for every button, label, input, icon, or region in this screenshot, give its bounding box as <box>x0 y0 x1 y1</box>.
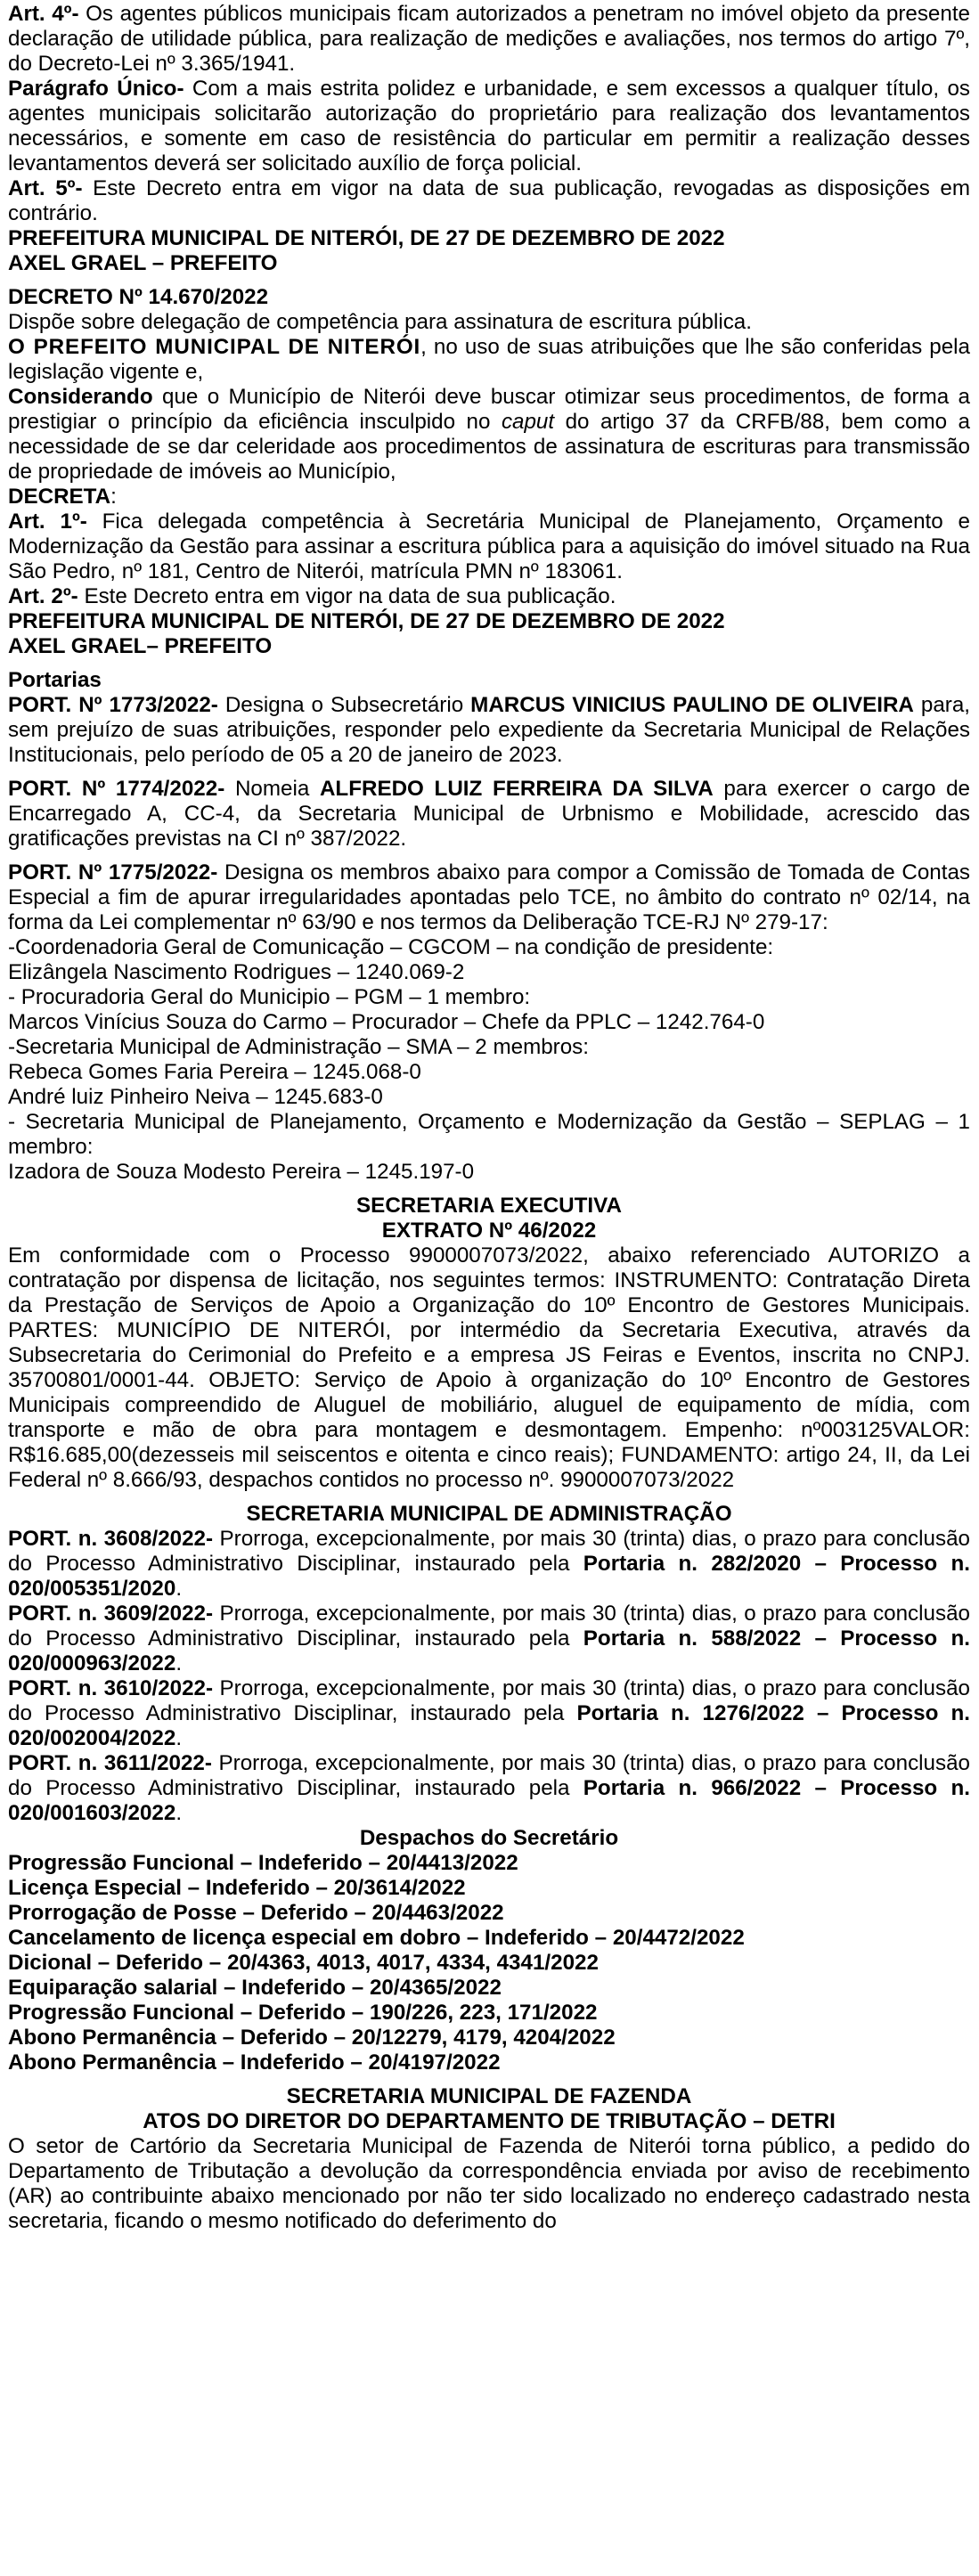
article-label: Art. 5º- <box>8 176 83 200</box>
signature-line: PREFEITURA MUNICIPAL DE NITERÓI, DE 27 DE DEZEMBRO DE 2022 <box>8 226 725 250</box>
signature-line: PREFEITURA MUNICIPAL DE NITERÓI, DE 27 DE DEZEMBRO DE 2022 <box>8 609 725 633</box>
preamble-authority: O PREFEITO MUNICIPAL DE NITERÓI <box>8 335 421 359</box>
portaria-1775 <box>8 860 970 935</box>
decree-considerando <box>8 385 970 485</box>
despacho-item: Prorrogação de Posse – Deferido – 20/4463/2022 <box>8 1901 504 1925</box>
art5-paragraph <box>8 176 970 226</box>
extrato-title: EXTRATO Nº 46/2022 <box>381 1219 597 1243</box>
portaria-reference: Portaria n. 588/2022 – Processo n. 020/000963/2022 <box>8 1626 970 1675</box>
extrato-text: Em conformidade com o Processo 9900007073/2022, abaixo referenciado AUTORIZO a contratação por dispensa de licitação, nos seguintes termos: INSTRUMENTO: Contratação Direta da Prestação de Serviços de Apoio a Organização do 10º Encontro de Gestores Municipais. PARTES: MUNICÍPIO DE NITERÓI, por intermédio da Secretaria Executiva, através da Subsecretaria do Cerimonial do Prefeito e a empresa JS Feiras e Eventos, inscrita no CNPJ. 35700801/0001-44. OBJETO: Serviço de Apoio à organização do 10º Encontro de Gestores Municipais compreendido de Aluguel de mobiliário, aluguel de equipamento de mídia, com transporte e mão de obra para montagem e desmontagem. Empenho: nº003125VALOR: R$16.685,00(dezesseis mil seiscentos e oitenta e cinco reais); FUNDAMENTO: artigo 24, II, da Lei Federal nº 8.666/93, despachos contidos no processo nº. 9900007073/2022 <box>8 1243 970 1492</box>
art4-paragraph <box>8 2 970 77</box>
portaria-label: PORT. Nº 1775/2022- <box>8 860 218 884</box>
portarias-heading: Portarias <box>8 668 102 692</box>
article-label: Art. 1º- <box>8 509 87 534</box>
portaria-text: Nomeia <box>224 777 320 801</box>
decree-art1 <box>8 509 970 584</box>
member-line: Izadora de Souza Modesto Pereira – 1245.197-0 <box>8 1160 475 1184</box>
portaria-1773 <box>8 693 970 768</box>
decree-preamble <box>8 335 970 385</box>
portaria-text: Prorroga, excepcionalmente, por mais 30 (trinta) dias, o prazo para conclusão do Processo Administrativo Disciplinar, instaurado pela <box>8 1602 970 1651</box>
portaria-label: PORT. n. 3611/2022- <box>8 1751 212 1775</box>
portaria-reference: Portaria n. 966/2022 – Processo n. 020/001603/2022 <box>8 1776 970 1825</box>
portaria-text: Prorroga, excepcionalmente, por mais 30 (trinta) dias, o prazo para conclusão do Processo Administrativo Disciplinar, instaurado pela <box>8 1676 970 1725</box>
considerando-text-a: que o Município de Niterói deve buscar otimizar seus procedimentos, de forma a prestigiar o princípio da eficiência insculpido no <box>8 385 970 434</box>
portaria-end: . <box>175 1801 183 1825</box>
portaria-text: Prorroga, excepcionalmente, por mais 30 (trinta) dias, o prazo para conclusão do Processo Administrativo Disciplinar, instaurado pela <box>8 1527 970 1576</box>
portaria-reference: Portaria n. 282/2020 – Processo n. 020/005351/2020 <box>8 1552 970 1601</box>
article-text: Com a mais estrita polidez e urbanidade, e sem excessos a qualquer título, os agentes municipais solicitarão autorização do proprietário para realização dos levantamentos necessários, e somente em caso de resistência do particular em permitir a realização desses levantamentos deverá ser solicitado auxílio de força policial. <box>8 77 970 175</box>
section-heading: SECRETARIA MUNICIPAL DE ADMINISTRAÇÃO <box>246 1502 732 1526</box>
member-line: Elizângela Nascimento Rodrigues – 1240.069-2 <box>8 960 465 984</box>
member-line: - Procuradoria Geral do Municipio – PGM – 1 membro: <box>8 985 531 1009</box>
portaria-text: para exercer o cargo de Encarregado A, CC-4, da Secretaria Municipal de Urbnismo e Mobilidade, acrescido das gratificações previstas na CI nº 387/2022. <box>8 777 970 851</box>
decree-decreta <box>8 485 970 509</box>
despacho-item: Progressão Funcional – Deferido – 190/226, 223, 171/2022 <box>8 2001 598 2025</box>
despacho-item: Abono Permanência – Indeferido – 20/4197/2022 <box>8 2050 501 2075</box>
decreta-label: DECRETA <box>8 485 111 509</box>
section-heading: SECRETARIA EXECUTIVA <box>356 1194 622 1218</box>
sma-portaria <box>8 1751 970 1826</box>
portaria-reference: Portaria n. 1276/2022 – Processo n. 020/002004/2022 <box>8 1701 970 1750</box>
sma-portaria <box>8 1527 970 1602</box>
paragrafo-unico <box>8 77 970 176</box>
portaria-text: Designa o Subsecretário <box>217 693 471 717</box>
despachos-heading: Despachos do Secretário <box>359 1826 619 1850</box>
despacho-item: Licença Especial – Indeferido – 20/3614/2022 <box>8 1876 466 1900</box>
despacho-item: Dicional – Deferido – 20/4363, 4013, 4017, 4334, 4341/2022 <box>8 1951 599 1975</box>
decree-art2 <box>8 584 970 609</box>
portaria-end: . <box>175 1726 183 1750</box>
portaria-end: . <box>175 1577 183 1601</box>
sma-portaria <box>8 1676 970 1751</box>
article-label: Parágrafo Único- <box>8 77 184 101</box>
member-line: Marcos Vinícius Souza do Carmo – Procurador – Chefe da PPLC – 1242.764-0 <box>8 1010 765 1034</box>
signature-name: AXEL GRAEL – PREFEITO <box>8 251 278 275</box>
portaria-text: Designa os membros abaixo para compor a Comissão de Tomada de Contas Especial a fim de apurar irregularidades apontadas pelo TCE, no âmbito do contrato nº 02/14, na forma da Lei complementar nº 63/90 e nos termos da Deliberação TCE-RJ Nº 279-17: <box>8 860 971 934</box>
article-label: Art. 2º- <box>8 584 78 608</box>
member-line: - Secretaria Municipal de Planejamento, Orçamento e Modernização da Gestão – SEPLAG – 1 membro: <box>8 1110 970 1159</box>
person-name: ALFREDO LUIZ FERREIRA DA SILVA <box>319 777 714 801</box>
portaria-label: PORT. Nº 1774/2022- <box>8 777 225 801</box>
portaria-label: PORT. n. 3608/2022- <box>8 1527 214 1551</box>
portaria-1774 <box>8 777 970 852</box>
article-text: Fica delegada competência à Secretária Municipal de Planejamento, Orçamento e Modernização da Gestão para assinar a escritura pública para a aquisição do imóvel situado na Rua São Pedro, nº 181, Centro de Niterói, matrícula PMN nº 183061. <box>8 509 970 583</box>
article-text: Os agentes públicos municipais ficam autorizados a penetram no imóvel objeto da presente declaração de utilidade pública, para realização de medições e avaliações, nos termos do artigo 7º, do Decreto-Lei nº 3.365/1941. <box>8 2 970 76</box>
sma-portaria <box>8 1602 970 1676</box>
decree-ementa: Dispõe sobre delegação de competência para assinatura de escritura pública. <box>8 310 752 334</box>
despacho-item: Progressão Funcional – Indeferido – 20/4413/2022 <box>8 1851 518 1875</box>
portaria-end: . <box>175 1651 183 1675</box>
considerando-text-b: do artigo 37 da CRFB/88, bem como a necessidade de se dar celeridade aos procedimentos de assinatura de escrituras para transmissão de propriedade de imóveis ao Município, <box>8 410 970 484</box>
decreta-colon: : <box>110 485 117 509</box>
portaria-label: PORT. Nº 1773/2022- <box>8 693 218 717</box>
considerando-caput: caput <box>501 410 555 434</box>
portaria-label: PORT. n. 3609/2022- <box>8 1602 214 1626</box>
portaria-label: PORT. n. 3610/2022- <box>8 1676 214 1700</box>
article-label: Art. 4º- <box>8 2 79 26</box>
person-name: MARCUS VINICIUS PAULINO DE OLIVEIRA <box>470 693 914 717</box>
article-text: Este Decreto entra em vigor na data de sua publicação. <box>78 584 616 608</box>
signature-name: AXEL GRAEL– PREFEITO <box>8 634 273 658</box>
decree-title: DECRETO Nº 14.670/2022 <box>8 285 269 309</box>
considerando-label: Considerando <box>8 385 153 409</box>
portaria-text: para, sem prejuízo de suas atribuições, responder pelo expediente da Secretaria Municipal de Relações Institucionais, pelo período de 05 a 20 de janeiro de 2023. <box>8 693 971 767</box>
despacho-item: Cancelamento de licença especial em dobro – Indeferido – 20/4472/2022 <box>8 1926 745 1950</box>
member-line: -Secretaria Municipal de Administração – SMA – 2 membros: <box>8 1035 589 1059</box>
preamble-text: , no uso de suas atribuições que lhe são conferidas pela legislação vigente e, <box>8 335 970 384</box>
section-subheading: ATOS DO DIRETOR DO DEPARTAMENTO DE TRIBUTAÇÃO – DETRI <box>143 2109 836 2133</box>
smf-text: O setor de Cartório da Secretaria Municipal de Fazenda de Niterói torna público, a pedido do Departamento de Tributação a devolução da correspondência enviada por aviso de recebimento (AR) ao contribuinte abaixo mencionado por não ter sido localizado no endereço cadastrado nesta secretaria, ficando o mesmo notificado do deferimento do <box>8 2134 970 2233</box>
member-line: Rebeca Gomes Faria Pereira – 1245.068-0 <box>8 1060 421 1084</box>
member-line: -Coordenadoria Geral de Comunicação – CGCOM – na condição de presidente: <box>8 935 774 959</box>
despacho-item: Equiparação salarial – Indeferido – 20/4365/2022 <box>8 1976 502 2000</box>
section-heading: SECRETARIA MUNICIPAL DE FAZENDA <box>286 2084 692 2108</box>
article-text: Este Decreto entra em vigor na data de sua publicação, revogadas as disposições em contrário. <box>8 176 970 225</box>
portaria-text: Prorroga, excepcionalmente, por mais 30 (trinta) dias, o prazo para conclusão do Processo Administrativo Disciplinar, instaurado pela <box>8 1751 970 1800</box>
member-line: André luiz Pinheiro Neiva – 1245.683-0 <box>8 1085 383 1109</box>
despacho-item: Abono Permanência – Deferido – 20/12279, 4179, 4204/2022 <box>8 2026 616 2050</box>
